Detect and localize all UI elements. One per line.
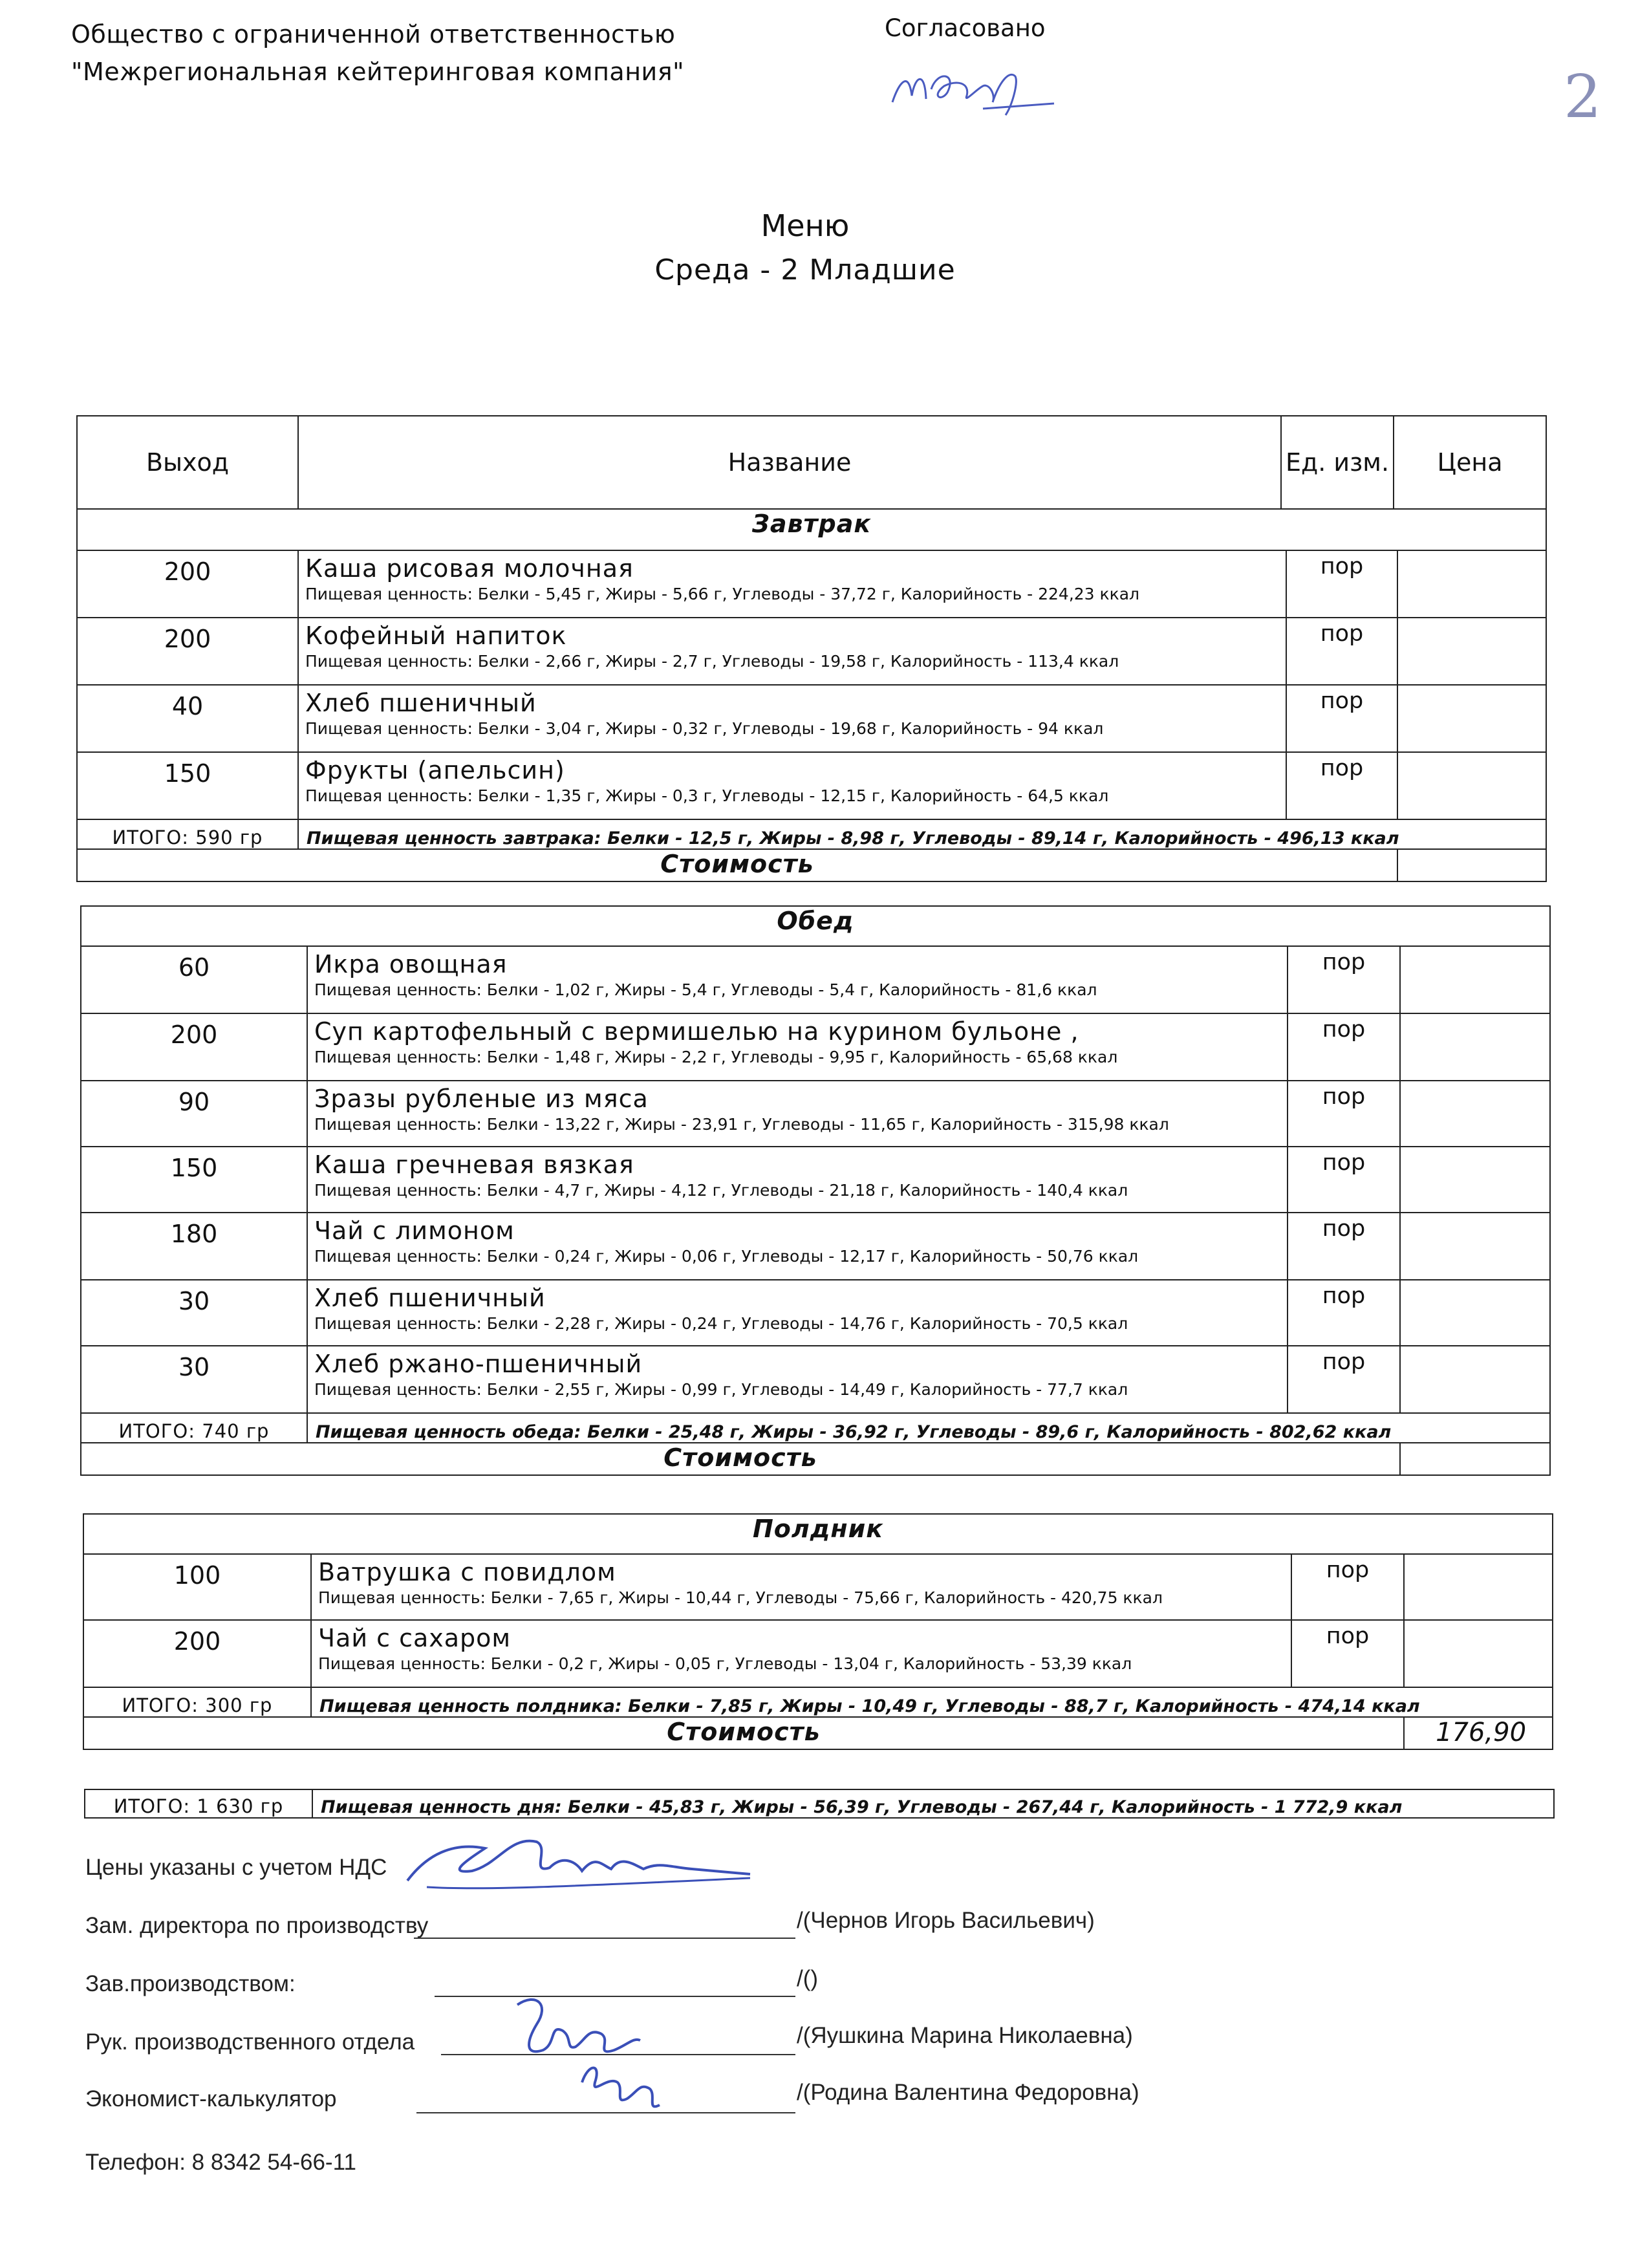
- dish-nutrition: Пищевая ценность: Белки - 1,48 г, Жиры - 2,2 г, Углеводы - 9,95 г, Калорийность - 65,68 ккал: [314, 1048, 1118, 1066]
- item-unit: пор: [1288, 1346, 1400, 1413]
- signature-role-3: Рук. производственного отдела: [85, 2029, 415, 2055]
- item-price: [1400, 1081, 1550, 1147]
- section-breakfast: [76, 508, 1547, 882]
- day-total-weight: ИТОГО: 1 630 гр: [85, 1789, 312, 1818]
- item-unit: пор: [1286, 618, 1397, 685]
- section-total-nutrition: Пищевая ценность полдника: Белки - 7,85 г, Жиры - 10,49 г, Углеводы - 88,7 г, Калорийность - 474,14 ккал: [311, 1687, 1553, 1717]
- section-lunch: [80, 905, 1551, 1476]
- day-total-nutrition: Пищевая ценность дня: Белки - 45,83 г, Жиры - 56,39 г, Углеводы - 267,44 г, Калорийность - 1 772,9 ккал: [312, 1789, 1554, 1818]
- signature-line-4: [416, 2112, 795, 2113]
- dish-name: Хлеб пшеничный: [314, 1284, 546, 1312]
- dish-name: Каша гречневая вязкая: [314, 1150, 634, 1179]
- org-line-2: "Межрегиональная кейтеринговая компания": [71, 58, 685, 86]
- item-output: 150: [81, 1147, 307, 1213]
- item-unit: пор: [1288, 1280, 1400, 1346]
- signature-line-1: [414, 1938, 795, 1939]
- dish-nutrition: Пищевая ценность: Белки - 2,28 г, Жиры - 0,24 г, Углеводы - 14,76 г, Калорийность - 70,5 ккал: [314, 1314, 1128, 1333]
- item-output: 30: [81, 1346, 307, 1413]
- day-total-table: [84, 1789, 1555, 1819]
- phone-number: Телефон: 8 8342 54-66-11: [85, 2150, 356, 2175]
- item-price: [1400, 946, 1550, 1013]
- item-price: [1400, 1213, 1550, 1280]
- item-price: [1400, 1280, 1550, 1346]
- dish-nutrition: Пищевая ценность: Белки - 13,22 г, Жиры - 23,91 г, Углеводы - 11,65 г, Калорийность - 315,98 ккал: [314, 1115, 1169, 1134]
- dish-nutrition: Пищевая ценность: Белки - 4,7 г, Жиры - 4,12 г, Углеводы - 21,18 г, Калорийность - 140,4 ккал: [314, 1181, 1128, 1200]
- item-price: [1397, 752, 1546, 819]
- item-output: 90: [81, 1081, 307, 1147]
- item-unit: пор: [1288, 1081, 1400, 1147]
- vat-signature: [388, 1816, 776, 1906]
- item-output: 200: [81, 1013, 307, 1081]
- signature-person-2: /(): [797, 1966, 819, 1991]
- item-output: 200: [77, 550, 298, 618]
- item-output: 60: [81, 946, 307, 1013]
- dish-nutrition: Пищевая ценность: Белки - 5,45 г, Жиры - 5,66 г, Углеводы - 37,72 г, Калорийность - 224,23 ккал: [305, 585, 1140, 603]
- item-unit: пор: [1288, 946, 1400, 1013]
- dish-name: Икра овощная: [314, 950, 508, 978]
- item-output: 200: [77, 618, 298, 685]
- col-header-unit: Ед. изм.: [1281, 416, 1394, 509]
- page-subtitle: Среда - 2 Младшие: [654, 254, 956, 286]
- dish-name: Зразы рубленые из мяса: [314, 1085, 649, 1113]
- dish-nutrition: Пищевая ценность: Белки - 1,02 г, Жиры - 5,4 г, Углеводы - 5,4 г, Калорийность - 81,6 ккал: [314, 980, 1097, 999]
- section-title: Полдник: [83, 1514, 1553, 1554]
- section-total-nutrition: Пищевая ценность обеда: Белки - 25,48 г, Жиры - 36,92 г, Углеводы - 89,6 г, Калорийность - 802,62 ккал: [307, 1413, 1550, 1443]
- dish-name: Ватрушка с повидлом: [318, 1558, 616, 1586]
- signature-person-4: /(Родина Валентина Федоровна): [797, 2080, 1139, 2105]
- section-total-weight: ИТОГО: 740 гр: [81, 1413, 307, 1443]
- section-total-weight: ИТОГО: 590 гр: [77, 819, 298, 849]
- item-price: [1400, 1147, 1550, 1213]
- section-cost-value: 176,90: [1404, 1717, 1553, 1749]
- section-title: Обед: [81, 906, 1550, 946]
- section-title: Завтрак: [77, 509, 1546, 550]
- approved-label: Согласовано: [885, 14, 1046, 42]
- signature-role-1: Зам. директора по производству: [85, 1913, 429, 1938]
- item-price: [1404, 1620, 1553, 1687]
- dish-name: Хлеб пшеничный: [305, 689, 537, 717]
- section-afternoon-snack: [83, 1513, 1553, 1750]
- section-cost-label: Стоимость: [77, 849, 1397, 881]
- item-unit: пор: [1288, 1013, 1400, 1081]
- section-cost-label: Стоимость: [81, 1443, 1400, 1475]
- signature-role-4: Экономист-калькулятор: [85, 2086, 337, 2111]
- item-price: [1400, 1013, 1550, 1081]
- dish-nutrition: Пищевая ценность: Белки - 2,66 г, Жиры - 2,7 г, Углеводы - 19,58 г, Калорийность - 113,4 ккал: [305, 652, 1119, 671]
- item-output: 180: [81, 1213, 307, 1280]
- dish-name: Кофейный напиток: [305, 621, 567, 650]
- item-unit: пор: [1288, 1213, 1400, 1280]
- item-unit: пор: [1291, 1554, 1404, 1620]
- dish-nutrition: Пищевая ценность: Белки - 1,35 г, Жиры - 0,3 г, Углеводы - 12,15 г, Калорийность - 64,5 ккал: [305, 786, 1109, 805]
- signature-person-3: /(Яушкина Марина Николаевна): [797, 2023, 1133, 2048]
- item-output: 100: [83, 1554, 311, 1620]
- dish-name: Каша рисовая молочная: [305, 554, 634, 583]
- item-unit: пор: [1286, 550, 1397, 618]
- section-cost-value: [1400, 1443, 1550, 1475]
- section-cost-value: [1397, 849, 1546, 881]
- signature-person-1: /(Чернов Игорь Васильевич): [797, 1908, 1095, 1933]
- section-total-nutrition: Пищевая ценность завтрака: Белки - 12,5 г, Жиры - 8,98 г, Углеводы - 89,14 г, Калорийность - 496,13 ккал: [298, 819, 1546, 849]
- approval-signature: [886, 57, 1061, 122]
- organization-name: [71, 16, 684, 91]
- item-price: [1400, 1346, 1550, 1413]
- dish-name: Суп картофельный с вермишелью на курином бульоне ,: [314, 1017, 1079, 1046]
- item-price: [1404, 1554, 1553, 1620]
- item-price: [1397, 685, 1546, 752]
- col-header-output: Выход: [77, 416, 298, 509]
- item-price: [1397, 550, 1546, 618]
- dish-nutrition: Пищевая ценность: Белки - 3,04 г, Жиры - 0,32 г, Углеводы - 19,68 г, Калорийность - 94 ккал: [305, 719, 1104, 738]
- handwritten-signature: [498, 1985, 692, 2121]
- dish-name: Фрукты (апельсин): [305, 756, 565, 784]
- item-output: 40: [77, 685, 298, 752]
- item-output: 200: [83, 1620, 311, 1687]
- dish-name: Чай с сахаром: [318, 1624, 512, 1652]
- dish-nutrition: Пищевая ценность: Белки - 2,55 г, Жиры - 0,99 г, Углеводы - 14,49 г, Калорийность - 77,7 ккал: [314, 1380, 1128, 1399]
- menu-header-table: [76, 415, 1547, 510]
- item-unit: пор: [1291, 1620, 1404, 1687]
- dish-nutrition: Пищевая ценность: Белки - 0,24 г, Жиры - 0,06 г, Углеводы - 12,17 г, Калорийность - 50,76 ккал: [314, 1247, 1139, 1266]
- item-price: [1397, 618, 1546, 685]
- vat-note: Цены указаны с учетом НДС: [85, 1855, 387, 1880]
- item-unit: пор: [1286, 685, 1397, 752]
- dish-nutrition: Пищевая ценность: Белки - 0,2 г, Жиры - 0,05 г, Углеводы - 13,04 г, Калорийность - 53,39 ккал: [318, 1654, 1132, 1673]
- section-cost-label: Стоимость: [83, 1717, 1404, 1749]
- col-header-price: Цена: [1394, 416, 1546, 509]
- col-header-name: Название: [298, 416, 1281, 509]
- item-output: 30: [81, 1280, 307, 1346]
- signature-role-2: Зав.производством:: [85, 1971, 296, 1996]
- section-total-weight: ИТОГО: 300 гр: [83, 1687, 311, 1717]
- org-line-1: Общество с ограниченной ответственностью: [71, 20, 676, 49]
- page-title: Меню: [760, 208, 850, 243]
- item-unit: пор: [1288, 1147, 1400, 1213]
- dish-nutrition: Пищевая ценность: Белки - 7,65 г, Жиры - 10,44 г, Углеводы - 75,66 г, Калорийность - 420,75 ккал: [318, 1588, 1163, 1607]
- item-unit: пор: [1286, 752, 1397, 819]
- page-number: 2: [1564, 62, 1602, 131]
- dish-name: Хлеб ржано-пшеничный: [314, 1350, 643, 1378]
- item-output: 150: [77, 752, 298, 819]
- dish-name: Чай с лимоном: [314, 1216, 515, 1245]
